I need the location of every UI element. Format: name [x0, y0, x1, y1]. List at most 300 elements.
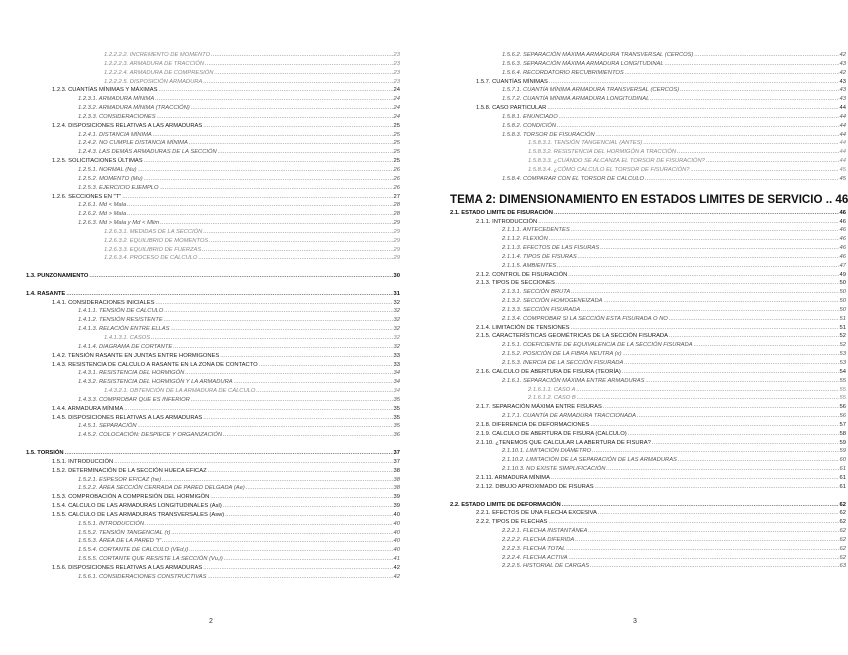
toc-entry[interactable] [26, 184, 400, 193]
toc-entry[interactable] [450, 456, 846, 465]
toc-entry[interactable] [26, 405, 400, 414]
toc-entry-page: 32 [393, 299, 400, 306]
toc-entry-page: 50 [839, 306, 846, 313]
toc-entry-page: 60 [839, 457, 846, 464]
toc-entry[interactable] [26, 361, 400, 370]
toc-entry[interactable] [450, 131, 846, 140]
toc-entry-title: 1.4.3.1. RESISTENCIA DEL HORMIGÓN [78, 370, 185, 377]
toc-entry[interactable] [26, 113, 400, 122]
toc-entry-page: 36 [393, 432, 400, 439]
toc-entry-title: 2.1.1.3. EFECTOS DE LAS FISURAS [502, 245, 600, 252]
toc-entry[interactable] [26, 139, 400, 148]
dot-leader [600, 244, 838, 253]
toc-entry-title: 1.2.5.3. EJERCICIO EJEMPLO [78, 184, 159, 191]
toc-entry-title: 2.1.1.1. ANTECEDENTES [502, 227, 570, 234]
toc-entry-page: 54 [839, 368, 846, 375]
toc-entry[interactable] [450, 306, 846, 315]
dot-leader [595, 483, 839, 492]
dot-leader [669, 315, 839, 324]
toc-entry[interactable] [26, 104, 400, 113]
dot-leader [623, 350, 839, 359]
page-number: 2 [209, 618, 213, 625]
toc-entry-title: 2.2.2.3. FLECHA TOTAL [502, 545, 566, 552]
toc-entry[interactable] [26, 343, 400, 352]
toc-entry[interactable] [26, 175, 400, 184]
dot-leader [127, 210, 392, 219]
toc-entry[interactable] [450, 271, 846, 280]
toc-entry[interactable] [26, 476, 400, 485]
dot-leader [160, 184, 393, 193]
toc-entry-page: 44 [839, 113, 846, 120]
toc-entry[interactable] [26, 60, 400, 69]
toc-entry-title: 1.5.5.5. CORTANTE QUE RESISTE LA SECCIÓN (Vu,i) [78, 556, 223, 563]
toc-entry[interactable] [26, 246, 400, 255]
toc-entry[interactable] [26, 467, 400, 476]
toc-entry[interactable] [26, 122, 400, 131]
toc-entry[interactable] [26, 520, 400, 529]
dot-leader [189, 139, 393, 148]
toc-entry-title: 1.2.3.2. ARMADURA MÍNIMA (TRACCIÓN) [78, 105, 190, 112]
toc-entry-page: 61 [839, 474, 846, 481]
dot-leader [581, 306, 838, 315]
toc-entry[interactable] [450, 288, 846, 297]
dot-leader [691, 166, 839, 175]
toc-entry-page: 51 [839, 324, 846, 331]
toc-entry[interactable] [26, 157, 400, 166]
toc-entry[interactable] [450, 218, 846, 227]
toc-entry-title: 1.2.4.1. DISTANCIA MÍNIMA [78, 131, 152, 138]
toc-entry[interactable] [26, 193, 400, 202]
toc-entry-title: 2.1.1.4. TIPOS DE FISURAS [502, 253, 577, 260]
toc-entry-title: 2.1.6.1.1. CASO A [528, 386, 576, 393]
toc-entry[interactable] [26, 537, 400, 546]
toc-entry-title: 1.2.5.1. NORMAL (Nu) [78, 166, 137, 173]
toc-entry[interactable] [26, 414, 400, 423]
toc-entry-page: 42 [839, 69, 846, 76]
toc-entry-title: 1.4.1.2. TENSIÓN RESISTENTE [78, 317, 163, 324]
toc-entry-title: 1.4.2. TENSIÓN RASANTE EN JUNTAS ENTRE HORMIGONES [52, 352, 220, 359]
dot-leader [568, 271, 838, 280]
dot-leader [706, 157, 839, 166]
toc-entry[interactable] [450, 244, 846, 253]
toc-entry-title: 1.2.5. SOLICITACIONES ÚLTIMAS [52, 158, 143, 165]
toc-entry[interactable] [450, 501, 846, 510]
toc-entry-title: 1.5.6.3. SEPARACIÓN MÁXIMA ARMADURA LONGITUDINAL [502, 60, 664, 67]
toc-entry[interactable] [26, 493, 400, 502]
dot-leader [157, 113, 393, 122]
toc-entry-title: 1.5.6. DISPOSICIONES RELATIVAS A LAS ARMADURAS [52, 564, 203, 571]
toc-entry-page: 32 [393, 335, 400, 341]
toc-entry-page: 58 [839, 430, 846, 437]
toc-entry[interactable] [450, 104, 846, 113]
toc-entry-title: 1.4.1.3.1. CASOS [104, 335, 151, 341]
toc-entry-title: 1.4.5.1. SEPARACIÓN [78, 423, 137, 430]
toc-entry-page: 45 [839, 175, 846, 182]
toc-entry[interactable] [450, 403, 846, 412]
toc-entry-title: 2.1.5.3. INERCIA DE LA SECCIÓN FISURADA [502, 360, 624, 366]
toc-entry[interactable] [450, 166, 846, 175]
toc-entry[interactable] [26, 555, 400, 564]
toc-entry[interactable] [450, 368, 846, 377]
toc-entry-title: 2.2.2.2. FLECHA DIFERIDA [502, 536, 575, 543]
toc-entry[interactable] [450, 262, 846, 271]
toc-entry-page: 50 [839, 280, 846, 287]
toc-entry-page: 62 [839, 536, 846, 543]
dot-leader [122, 193, 392, 202]
toc-entry-page: 59 [839, 439, 846, 446]
toc-spacer [450, 492, 846, 501]
toc-entry[interactable] [450, 394, 846, 403]
toc-entry-page: 57 [839, 421, 846, 428]
toc-entry[interactable] [26, 484, 400, 493]
toc-entry-page: 33 [393, 352, 400, 359]
dot-leader [669, 332, 839, 341]
toc-entry[interactable] [26, 86, 400, 95]
dot-leader [652, 439, 839, 448]
dot-leader [189, 546, 392, 555]
toc-entry-title: 1.2.6.2. Md > Mala [78, 211, 127, 218]
toc-entry-page: 31 [393, 290, 400, 297]
toc-entry-title: 2.1.1.5. AMBIENTES [502, 262, 557, 269]
toc-entry-title: 2.1.9. CALCULO DE ABERTURA DE FISURA (CALCULO) [476, 430, 627, 437]
toc-entry[interactable] [26, 449, 400, 458]
dot-leader [203, 414, 392, 423]
dot-leader [571, 226, 839, 235]
toc-entry-title: 1.2.2.2.3. ARMADURA DE TRACCIÓN [104, 60, 205, 67]
toc-entry-page: 26 [393, 166, 400, 173]
toc-entry[interactable] [450, 421, 846, 430]
toc-entry-title: 2.1.2. CONTROL DE FISURACIÓN [476, 271, 568, 278]
dot-leader [164, 316, 393, 325]
toc-entry-page: 53 [839, 351, 846, 358]
toc-entry[interactable] [450, 51, 846, 60]
toc-entry-page: 40 [393, 538, 400, 545]
dot-leader [554, 209, 839, 218]
dot-leader [218, 148, 393, 157]
toc-entry-title: 1.5.2. DETERMINACIÓN DE LA SECCIÓN HUECA EFICAZ [52, 467, 207, 474]
toc-entry-title: 1.5.2.2. ÁREA SECCIÓN CERRADA DE PARED DELGADA (Ae) [78, 485, 245, 492]
toc-entry[interactable] [450, 545, 846, 554]
toc-entry-page: 62 [839, 519, 846, 526]
toc-entry-page: 42 [393, 573, 400, 580]
toc-entry[interactable] [450, 332, 846, 341]
dot-leader [562, 501, 839, 510]
toc-spacer [26, 281, 400, 290]
toc-entry-title: 2.1.5. CARACTERÍSTICAS GEOMÉTRICAS DE LA SECCIÓN FISURADA [476, 333, 668, 340]
dot-leader [223, 502, 393, 511]
dot-leader [577, 394, 839, 403]
dot-leader [665, 60, 839, 69]
toc-entry[interactable] [26, 254, 400, 263]
toc-entry-title: 2.1.3.2. SECCIÓN HOMOGENEIZADA [502, 298, 603, 305]
dot-leader [162, 476, 392, 485]
toc-entry[interactable] [450, 412, 846, 421]
toc-entry[interactable] [26, 228, 400, 237]
toc-entry[interactable] [26, 387, 400, 396]
toc-entry[interactable] [450, 483, 846, 492]
toc-entry[interactable] [26, 272, 400, 281]
dot-leader [127, 201, 392, 210]
toc-entry-page: 59 [839, 448, 846, 455]
dot-leader [569, 554, 839, 563]
toc-entry[interactable] [450, 253, 846, 262]
toc-entry-page: 62 [839, 554, 846, 561]
toc-entry-title: 1.5.6.1. CONSIDERACIONES CONSTRUCTIVAS [78, 573, 207, 580]
toc-entry-page: 46 [839, 253, 846, 260]
toc-entry-title: 1.4.5.2. COLOCACIÓN: DESPIECE Y ORGANIZACIÓN [78, 432, 223, 439]
toc-entry-page: 43 [839, 78, 846, 85]
toc-entry-page: 24 [393, 113, 400, 120]
toc-entry[interactable] [450, 554, 846, 563]
dot-leader [145, 520, 393, 529]
toc-entry-page: 35 [393, 396, 400, 403]
toc-entry-title: 1.2.4.3. LAS DEMÁS ARMADURAS DE LA SECCIÓN [78, 149, 217, 156]
toc-entry[interactable] [450, 69, 846, 78]
toc-entry-title: 2.1.6.1. SEPARACIÓN MÁXIMA ENTRE ARMADURAS [502, 377, 645, 384]
dot-leader [678, 456, 839, 465]
dot-leader [646, 377, 839, 386]
dot-leader [259, 361, 393, 370]
toc-entry[interactable] [450, 377, 846, 386]
dot-leader [191, 104, 393, 113]
toc-entry[interactable] [26, 78, 400, 87]
toc-entry[interactable] [26, 51, 400, 60]
toc-entry[interactable] [450, 474, 846, 483]
toc-entry[interactable] [26, 431, 400, 440]
toc-entry[interactable] [450, 297, 846, 306]
toc-entry[interactable] [26, 502, 400, 511]
toc-entry[interactable] [26, 325, 400, 334]
toc-entry-title: 1.4.3.2.1. OBTENCIÓN DE LA ARMADURA DE CÁLCULO [104, 388, 256, 395]
dot-leader [628, 430, 839, 439]
toc-entry[interactable] [26, 369, 400, 378]
toc-entry[interactable] [450, 439, 846, 448]
toc-entry[interactable] [450, 315, 846, 324]
toc-entry[interactable] [450, 447, 846, 456]
toc-entry-title: 1.5.4. CALCULO DE LAS ARMADURAS LONGITUDINALES (Asl) [52, 503, 222, 510]
toc-entry[interactable] [450, 78, 846, 87]
toc-entry-page: 25 [393, 122, 400, 129]
toc-entry-page: 27 [393, 193, 400, 200]
toc-entry[interactable] [450, 113, 846, 122]
toc-entry-page: 32 [393, 308, 400, 315]
dot-leader [598, 509, 839, 518]
toc-entry-page: 35 [393, 423, 400, 430]
toc-entry-title: 2.1.3.3. SECCIÓN FISURADA [502, 306, 581, 313]
toc-entry-title: 2.1.5.1. COEFICIENTE DE EQUIVALENCIA DE LA SECCIÓN FISURADA [502, 342, 693, 349]
toc-entry-page: 46 [839, 227, 846, 234]
dot-leader [124, 405, 392, 414]
toc-entry-page: 43 [839, 87, 846, 94]
dot-leader [590, 562, 838, 571]
toc-entry[interactable] [450, 430, 846, 439]
toc-entry[interactable] [26, 352, 400, 361]
toc-entry[interactable] [450, 60, 846, 69]
toc-entry[interactable] [450, 148, 846, 157]
toc-entry[interactable] [26, 210, 400, 219]
toc-entry-page: 25 [393, 149, 400, 156]
toc-entry-title: 1.5.7.1. CUANTÍA MÍNIMA ARMADURA TRANSVERSAL (CERCOS) [502, 87, 680, 94]
toc-entry[interactable] [26, 290, 400, 299]
toc-entry[interactable] [26, 131, 400, 140]
toc-entry[interactable] [450, 86, 846, 95]
toc-entry[interactable] [26, 307, 400, 316]
toc-entry[interactable] [450, 209, 846, 218]
toc-entry[interactable] [26, 546, 400, 555]
toc-entry-title: 1.5.7. CUANTÍAS MÍNIMAS [476, 78, 548, 85]
dot-leader [650, 95, 838, 104]
toc-entry-title: 1.4.1.4. DIAGRAMA DE CORTANTE [78, 343, 173, 350]
dot-leader [256, 387, 392, 396]
toc-entry-page: 32 [393, 317, 400, 324]
toc-entry[interactable] [450, 226, 846, 235]
toc-entry[interactable] [26, 511, 400, 520]
toc-entry[interactable] [26, 316, 400, 325]
dot-leader [138, 422, 393, 431]
toc-entry-title: 1.5.7.2. CUANTÍA MÍNIMA ARMADURA LONGITUDINAL [502, 96, 650, 103]
toc-entry-page: 25 [393, 140, 400, 147]
toc-entry-title: 1.4.1.1. TENSIÓN DE CALCULO [78, 308, 164, 315]
toc-entry-title: 2.1.3.1. SECCIÓN BRUTA [502, 289, 571, 296]
toc-entry-page: 25 [393, 131, 400, 138]
toc-entry-title: 2.1.8. DIFERENCIA DE DEFORMACIONES [476, 421, 590, 428]
toc-entry-page: 26 [393, 184, 400, 191]
toc-entry-page: 45 [839, 166, 846, 173]
toc-entry[interactable] [450, 95, 846, 104]
toc-entry-title: 2.1.6. CALCULO DE ABERTURA DE FISURA (TEORÍA) [476, 368, 621, 375]
toc-entry-title: 2.1.6.1.2. CASO B [528, 395, 576, 402]
dot-leader [571, 288, 838, 297]
toc-entry[interactable] [450, 175, 846, 184]
toc-entry[interactable] [26, 529, 400, 538]
toc-entry-page: 42 [839, 52, 846, 58]
dot-leader [575, 536, 838, 545]
toc-entry-title: 1.2.3.3. CONSIDERACIONES [78, 113, 156, 120]
toc-entry-page: 32 [393, 343, 400, 350]
toc-entry[interactable] [26, 166, 400, 175]
dot-leader [171, 529, 392, 538]
toc-entry-title: 2.2.2. TIPOS DE FLECHAS [476, 519, 548, 526]
toc-entry-title: 2.1.11. ARMADURA MÍNIMA [476, 474, 550, 481]
dot-leader [604, 297, 839, 306]
dot-leader [203, 228, 392, 237]
toc-entry[interactable] [26, 148, 400, 157]
dot-leader [547, 104, 838, 113]
toc-entry[interactable] [26, 564, 400, 573]
toc-list-left [26, 51, 400, 582]
toc-entry-title: 1.2.2.2.5. DISPOSICIÓN ARMADURA [104, 78, 203, 85]
toc-entry-title: 1.2.6.3.3. EQUILIBRIO DE FUERZAS [104, 246, 202, 253]
toc-entry-page: 39 [393, 503, 400, 510]
toc-entry[interactable] [450, 509, 846, 518]
toc-entry[interactable] [26, 69, 400, 78]
toc-entry-page: 38 [393, 467, 400, 474]
toc-entry[interactable] [450, 279, 846, 288]
toc-entry[interactable] [26, 396, 400, 405]
dot-leader [155, 95, 392, 104]
toc-entry[interactable] [26, 219, 400, 228]
dot-leader [214, 69, 392, 78]
toc-entry-page: 56 [839, 413, 846, 420]
dot-leader [643, 139, 838, 148]
toc-entry-page: 43 [839, 96, 846, 103]
toc-entry[interactable] [450, 122, 846, 131]
dot-leader [625, 69, 839, 78]
toc-entry[interactable] [450, 562, 846, 571]
dot-leader [576, 386, 838, 395]
toc-entry[interactable] [26, 201, 400, 210]
toc-entry-page: 56 [839, 404, 846, 411]
dot-leader [208, 467, 393, 476]
dot-leader [556, 279, 839, 288]
toc-entry[interactable] [450, 359, 846, 368]
toc-entry-title: 1.4.5. DISPOSICIONES RELATIVAS A LAS ARMADURAS [52, 414, 203, 421]
toc-entry[interactable] [450, 235, 846, 244]
toc-entry-title: 1.5.8.1. ENUNCIADO [502, 113, 558, 120]
toc-entry-page: 34 [393, 379, 400, 386]
dot-leader [677, 148, 838, 157]
toc-entry-page: 39 [393, 494, 400, 501]
toc-entry-page: 46 [839, 218, 846, 225]
toc-entry[interactable] [450, 139, 846, 148]
toc-entry[interactable] [26, 378, 400, 387]
toc-entry[interactable] [450, 157, 846, 166]
toc-entry-page: 52 [839, 333, 846, 340]
dot-leader [185, 369, 392, 378]
toc-entry-page: 62 [839, 528, 846, 535]
toc-entry-page: 23 [393, 69, 400, 76]
dot-leader [155, 299, 392, 308]
toc-entry[interactable] [450, 465, 846, 474]
toc-entry-page: 44 [839, 158, 846, 165]
toc-entry-page: 30 [393, 273, 400, 280]
toc-entry[interactable] [26, 334, 400, 343]
toc-entry[interactable] [26, 237, 400, 246]
dot-leader [198, 254, 392, 263]
toc-entry-title: 2.1.1. INTRODUCCIÓN [476, 218, 538, 225]
dot-leader [549, 235, 839, 244]
dot-leader [114, 458, 392, 467]
toc-entry-page: 61 [839, 466, 846, 473]
toc-entry-page: 43 [839, 60, 846, 67]
dot-leader [205, 60, 392, 69]
toc-entry-title: 2.2.2.4. FLECHA ACTIVA [502, 554, 568, 561]
toc-entry-page: 62 [839, 545, 846, 552]
toc-entry[interactable] [450, 518, 846, 527]
toc-spacer [26, 440, 400, 449]
toc-entry-title: 1.2.2.2.2. INCREMENTO DE MOMENTO [104, 52, 211, 58]
toc-entry-title: 1.5.8.3.2. RESISTENCIA DEL HORMIGÓN A TRACCIÓN [528, 149, 677, 156]
toc-entry[interactable] [26, 458, 400, 467]
toc-entry-page: 40 [393, 529, 400, 536]
toc-entry[interactable] [450, 386, 846, 395]
toc-entry-title: 1.4.1. CONSIDERACIONES INICIALES [52, 299, 155, 306]
toc-entry-page: 50 [839, 298, 846, 305]
toc-entry[interactable] [26, 299, 400, 308]
toc-entry[interactable] [450, 341, 846, 350]
toc-entry-page: 29 [393, 228, 400, 235]
toc-entry[interactable] [450, 324, 846, 333]
toc-entry-page: 26 [393, 175, 400, 182]
toc-entry[interactable] [26, 422, 400, 431]
toc-entry-title: 1.2.6.1. Md < Mala [78, 202, 127, 209]
toc-entry[interactable] [450, 350, 846, 359]
toc-entry-page: 29 [393, 237, 400, 244]
toc-entry[interactable] [26, 573, 400, 582]
toc-entry[interactable] [26, 95, 400, 104]
toc-entry[interactable] [450, 536, 846, 545]
toc-entry[interactable] [450, 527, 846, 536]
